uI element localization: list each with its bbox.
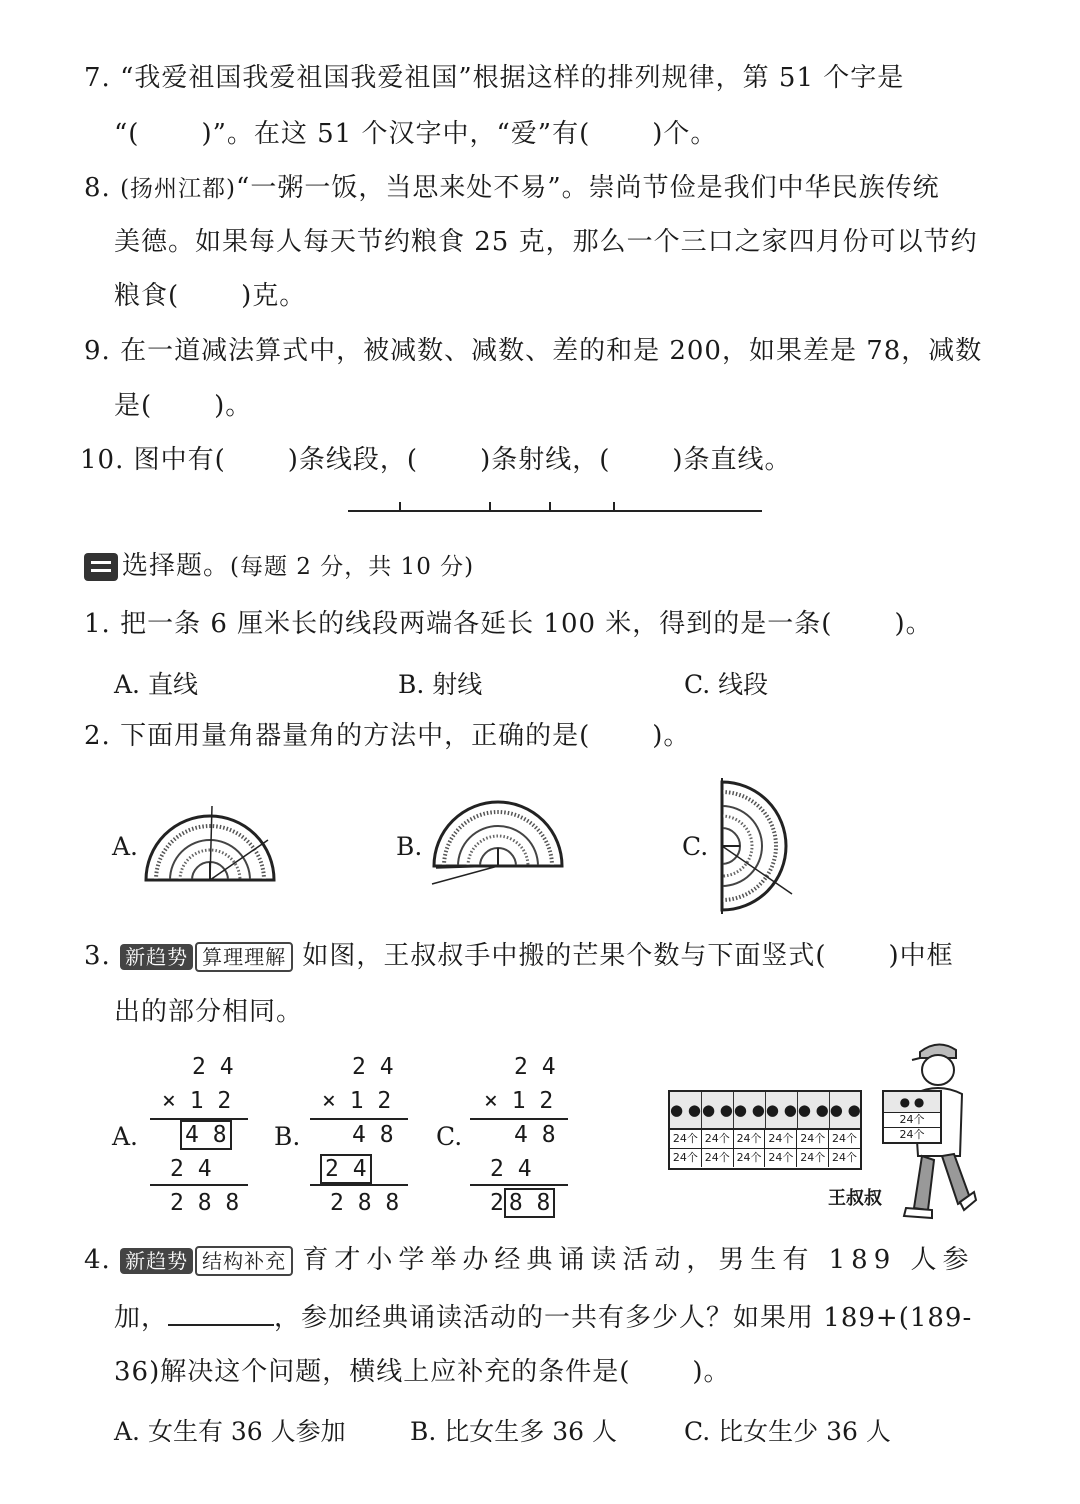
c1-option-a[interactable]: A. 直线 <box>114 670 198 699</box>
section2-heading: 选择题。(每题 2 分，共 10 分) <box>84 550 474 583</box>
box-label: 24个 <box>797 1130 829 1148</box>
calc-a-mul: × 1 2 <box>162 1088 232 1114</box>
box-label: 24个 <box>670 1149 702 1167</box>
c4-line1: 4. 新趋势 结构补充 育才小学举办经典诵读活动，男生有 189 人参 <box>84 1245 975 1275</box>
mango-icon: ● ● <box>734 1092 766 1128</box>
c3-label-b[interactable]: B. <box>274 1122 301 1151</box>
carried-box <box>882 1090 942 1144</box>
c3-line1: 3. 新趋势 算理理解 如图，王叔叔手中搬的芒果个数与下面竖式( )中框 <box>84 941 954 971</box>
box-label: 24个 <box>899 1128 925 1141</box>
c1-option-c[interactable]: C. 线段 <box>684 670 769 699</box>
highlight-box: 2 4 <box>320 1154 372 1184</box>
box-label: 24个 <box>797 1149 829 1167</box>
section-number-icon <box>84 553 118 581</box>
highlight-box: 4 8 <box>180 1120 232 1150</box>
c3-label-a[interactable]: A. <box>112 1122 139 1151</box>
calc-b-result: 2 8 8 <box>330 1190 400 1216</box>
c4-option-b[interactable]: B. 比女生多 36 人 <box>410 1417 617 1446</box>
q8-line2: 美德。如果每人每天节约粮食 25 克，那么一个三口之家四月份可以节约 <box>114 227 978 257</box>
source-note: (扬州江都) <box>120 176 237 202</box>
q9-line2: 是( )。 <box>114 391 253 421</box>
calc-a-top: 2 4 <box>192 1054 234 1080</box>
mango-icon: ● ● <box>829 1101 861 1119</box>
box-label: 24个 <box>734 1149 766 1167</box>
c2-label-c[interactable]: C. <box>682 832 709 861</box>
calc-c-rule2 <box>470 1184 568 1186</box>
q9-line1: 9. 在一道减法算式中，被减数、减数、差的和是 200，如果差是 78，减数 <box>84 336 983 366</box>
person-label: 王叔叔 <box>828 1188 882 1209</box>
box-label: 24个 <box>670 1130 702 1148</box>
protractor-c <box>706 778 802 918</box>
calc-a-result: 2 8 8 <box>170 1190 240 1216</box>
box-label: 24个 <box>702 1149 734 1167</box>
box-label: 24个 <box>702 1130 734 1148</box>
box-label: 24个 <box>765 1130 797 1148</box>
calc-b-p1: 4 8 <box>352 1122 394 1148</box>
calc-c-mul: × 1 2 <box>484 1088 554 1114</box>
c4-option-c[interactable]: C. 比女生少 36 人 <box>684 1417 891 1446</box>
box-label: 24个 <box>832 1151 858 1164</box>
c2-label-b[interactable]: B. <box>396 832 423 861</box>
q7-line1: 7. “我爱祖国我爱祖国我爱祖国”根据这样的排列规律，第 51 个字是 <box>84 63 905 93</box>
q8-line1: 8. (扬州江都)“一粥一饭，当思来处不易”。崇尚节俭是我们中华民族传统 <box>84 173 940 203</box>
protractor-a <box>140 800 282 890</box>
mango-icon: ● ● <box>798 1092 830 1128</box>
c4-line3: 36)解决这个问题，横线上应补充的条件是( )。 <box>114 1357 731 1387</box>
calc-c-rule <box>470 1118 568 1120</box>
c2-label-a[interactable]: A. <box>112 832 139 861</box>
trend-tag: 新趋势 <box>120 1248 193 1274</box>
mango-icon: ● ● <box>670 1092 702 1128</box>
mango-icon: ● ● <box>766 1092 798 1128</box>
q10-line: 10. 图中有( )条线段，( )条射线，( )条直线。 <box>80 445 792 475</box>
trend-tag: 新趋势 <box>120 944 193 970</box>
line-figure <box>340 496 770 520</box>
q8-line3: 粮食( )克。 <box>114 281 307 311</box>
box-label: 24个 <box>734 1130 766 1148</box>
calc-b-p2 <box>320 1154 372 1184</box>
calc-c-p1: 4 8 <box>514 1122 556 1148</box>
c3-label-c[interactable]: C. <box>436 1122 463 1151</box>
c1-line: 1. 把一条 6 厘米长的线段两端各延长 100 米，得到的是一条( )。 <box>84 609 933 639</box>
c4-line2: 加， ，参加经典诵读活动的一共有多少人？如果用 189+(189- <box>114 1303 973 1333</box>
mango-icon: ● ● <box>884 1092 940 1113</box>
fill-line[interactable] <box>168 1302 274 1326</box>
c4-option-a[interactable]: A. 女生有 36 人参加 <box>114 1417 346 1446</box>
calc-b-rule2 <box>310 1184 408 1186</box>
calc-b-rule <box>310 1118 408 1120</box>
calc-c-top: 2 4 <box>514 1054 556 1080</box>
calc-b-top: 2 4 <box>352 1054 394 1080</box>
mango-icon: ● ● <box>702 1092 734 1128</box>
calc-c-p2: 2 4 <box>490 1156 532 1182</box>
type-tag: 结构补充 <box>195 1246 293 1276</box>
calc-a-p1 <box>180 1120 232 1150</box>
c3-line2: 出的部分相同。 <box>114 997 304 1027</box>
calc-b-mul: × 1 2 <box>322 1088 392 1114</box>
q7-line2: “( )”。在这 51 个汉字中，“爱”有( )个。 <box>114 119 718 149</box>
box-label: 24个 <box>765 1149 797 1167</box>
calc-c-result: 2 8 8 <box>490 1188 555 1218</box>
protractor-b <box>424 796 572 892</box>
highlight-box: 8 8 <box>504 1188 556 1218</box>
calc-a-rule2 <box>150 1184 248 1186</box>
calc-a-p2: 2 4 <box>170 1156 212 1182</box>
box-label: 24个 <box>832 1132 858 1145</box>
mango-box-stack <box>668 1090 862 1170</box>
c2-line: 2. 下面用量角器量角的方法中，正确的是( )。 <box>84 721 691 751</box>
type-tag: 算理理解 <box>195 942 293 972</box>
c1-option-b[interactable]: B. 射线 <box>398 670 483 699</box>
box-label: 24个 <box>884 1113 940 1128</box>
